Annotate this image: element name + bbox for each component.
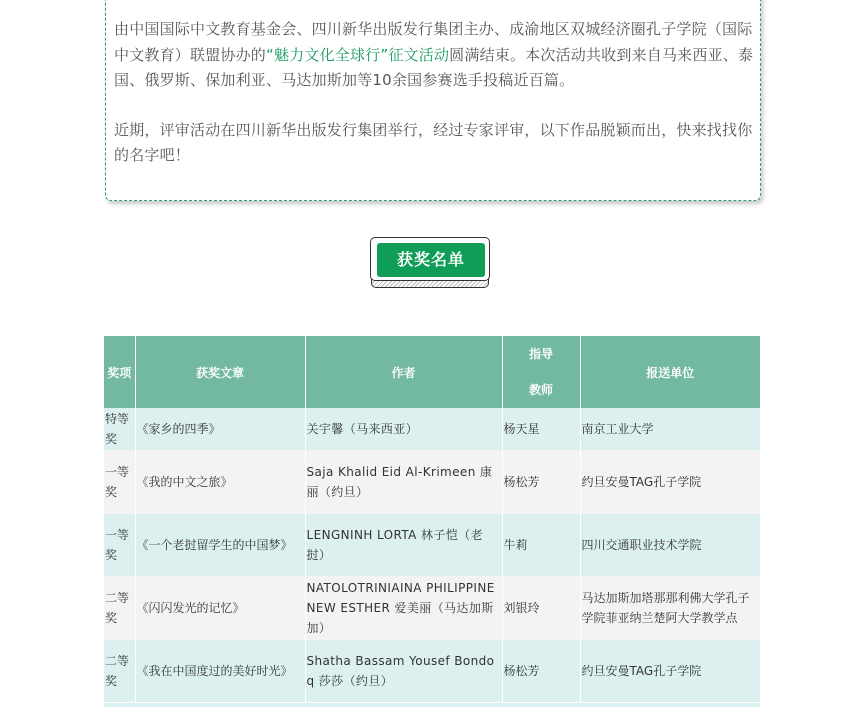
intro-text (114, 17, 754, 193)
award-table (104, 336, 760, 702)
header-article: 获奖文章 (135, 336, 305, 408)
cell-article: 《一个老挝留学生的中国梦》 (135, 514, 305, 576)
award-list-button-wrap (370, 237, 490, 289)
header-award: 奖项 (104, 336, 135, 408)
cell-award: 一等奖 (104, 514, 135, 576)
cell-award: 一等奖 (104, 450, 135, 514)
cell-award: 二等奖 (104, 576, 135, 640)
intro-p1-before: 由中国国际中文教育基金会、四川新华出版发行集团主办、成渝地区双城经济圈孔子学院（国际中文教育）联盟协办的 (114, 20, 753, 64)
button-frame (370, 237, 490, 281)
award-list-button[interactable]: 获奖名单 (377, 243, 485, 277)
cell-author: LENGNINH LORTA 林子恺（老挝） (305, 514, 502, 576)
cell-article: 《闪闪发光的记忆》 (135, 576, 305, 640)
cell-teacher: 杨松芳 (502, 450, 580, 514)
cell-article: 《家乡的四季》 (135, 408, 305, 450)
intro-paragraph-1 (114, 17, 754, 94)
table-header-row (104, 336, 760, 408)
cell-author: Shatha Bassam Yousef Bondoq 莎莎（约旦） (305, 640, 502, 702)
cell-article: 《我在中国度过的美好时光》 (135, 640, 305, 702)
cell-teacher: 杨天星 (502, 408, 580, 450)
cell-unit: 马达加斯加塔那那利佛大学孔子学院菲亚纳兰楚阿大学教学点 (580, 576, 760, 640)
cell-award: 二等奖 (104, 640, 135, 702)
table-row (104, 450, 760, 514)
cell-unit: 约旦安曼TAG孔子学院 (580, 640, 760, 702)
cell-unit: 四川交通职业技术学院 (580, 514, 760, 576)
header-teacher-line2: 教师 (528, 383, 553, 397)
cell-author: 关宇馨（马来西亚） (305, 408, 502, 450)
cell-teacher: 牛莉 (502, 514, 580, 576)
intro-p1-after: 圆满结束。本次活动共收到来自马来西亚、泰国、俄罗斯、保加利亚、马达加斯加等10余国参赛选手投稿近百篇。 (114, 45, 754, 89)
header-author: 作者 (305, 336, 502, 408)
header-unit: 报送单位 (580, 336, 760, 408)
table-row (104, 576, 760, 640)
cell-teacher: 杨松芳 (502, 640, 580, 702)
cell-author: NATOLOTRINIAINA PHILIPPINE NEW ESTHER 爱美丽（马达加斯加） (305, 576, 502, 640)
event-name-highlight: “魅力文化全球行”征文活动 (266, 45, 450, 64)
intro-card (105, 0, 761, 201)
cell-teacher: 刘银玲 (502, 576, 580, 640)
cell-article: 《我的中文之旅》 (135, 450, 305, 514)
cell-unit: 约旦安曼TAG孔子学院 (580, 450, 760, 514)
table-row (104, 640, 760, 702)
table-row (104, 514, 760, 576)
header-teacher-line1: 指导 (528, 347, 553, 361)
cell-author: Saja Khalid Eid Al-Krimeen 康丽（约旦） (305, 450, 502, 514)
table-continuation-strip (104, 703, 760, 707)
header-teacher (502, 336, 580, 408)
intro-paragraph-2: 近期，评审活动在四川新华出版发行集团举行，经过专家评审，以下作品脱颖而出，快来找找你的名字吧！ (114, 120, 753, 164)
cell-unit: 南京工业大学 (580, 408, 760, 450)
table-row (104, 408, 760, 450)
cell-award: 特等奖 (104, 408, 135, 450)
